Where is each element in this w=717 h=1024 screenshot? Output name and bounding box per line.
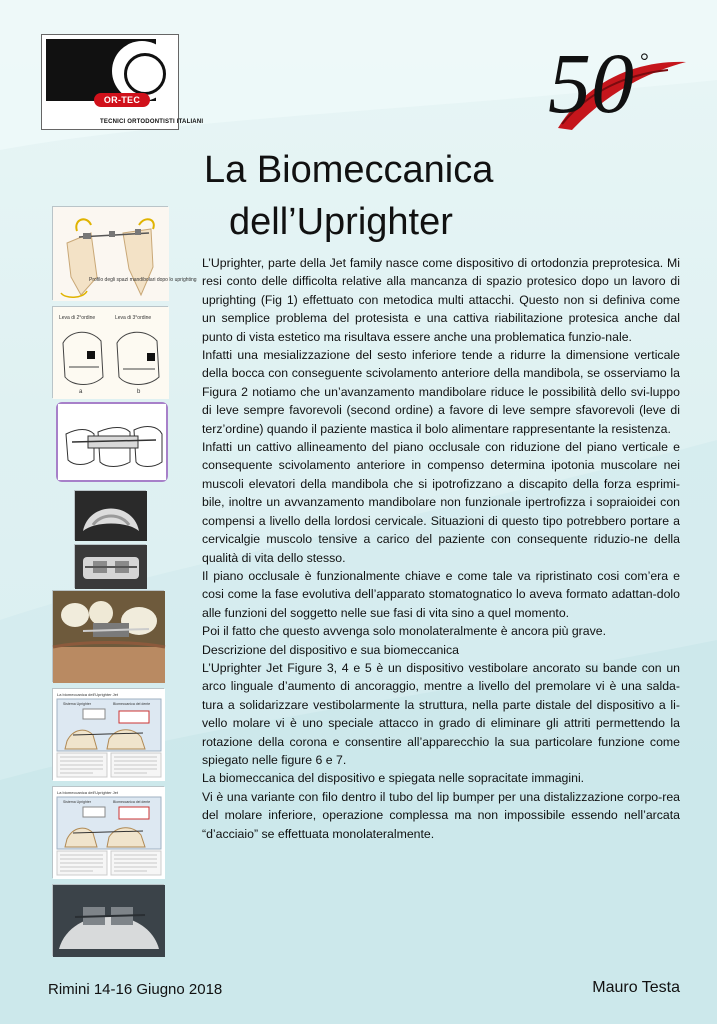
figure-7-col-a: Sistema Uprighter xyxy=(63,800,92,804)
figure-5-model-photo xyxy=(52,590,164,682)
figure-2-caption-a: Leva di 2°ordine xyxy=(59,315,96,321)
figure-1-uprighting xyxy=(52,206,197,300)
logo-subtitle: TECNICI ORTODONTISTI ITALIANI xyxy=(100,119,204,125)
section-heading: Descrizione del dispositivo e sua biomeccanica xyxy=(202,642,459,657)
paragraph: L’Uprighter, parte della Jet family nasce come dispositivo di ortodonzia preprotesica. Mi resi conto delle difficolta relative alla mancanza di spazio protesico dopo un lavoro di uprighting (Fig 1) effettuato con metodica multi attacchi. Questo non si definiva come un semplice problema del protesista e una cattiva riabilitazione protesica anche dal punto di vista estetico ma risultava essere anche una problematica funzio-nale. xyxy=(202,256,680,344)
author-name: Mauro Testa xyxy=(592,979,680,996)
logo-circle-ring xyxy=(124,53,166,95)
figure-6-col-b: Biomeccanica del dente xyxy=(113,702,151,706)
paragraph: La biomeccanica del dispositivo e spiegata nelle sopracitate immagini. xyxy=(202,771,585,786)
paragraph: Vi è una variante con filo dentro il tubo del lip bumper per una distalizzazione corpo-rea del molare inferiore, operazione complessa ma non impossibile essendo nell’arcata “d’acciaio” se effettuata monolateralmente. xyxy=(202,789,680,841)
anniversary-degree: ° xyxy=(640,48,649,73)
figure-2-label-b: b xyxy=(137,389,141,395)
paragraph: Poi il fatto che questo avvenga solo monolateralmente è ancora più grave. xyxy=(202,624,606,639)
title-line-2: dell’Uprighter xyxy=(229,201,453,243)
figure-7-header: La biomeccanica dell'Uprighter Jet xyxy=(57,790,119,795)
figure-7-biomechanics-chart xyxy=(52,786,164,878)
event-date-location: Rimini 14-16 Giugno 2018 xyxy=(48,981,223,998)
figure-2-caption-b: Leva di 3°ordine xyxy=(115,315,152,321)
ortec-logo xyxy=(41,34,204,130)
figure-6-col-a: Sistema Uprighter xyxy=(63,702,92,706)
figure-8-model-photo xyxy=(52,884,164,956)
anniversary-number: 50 xyxy=(548,35,634,131)
anniversary-emblem xyxy=(518,20,690,140)
logo-brand: OR-TEC xyxy=(94,93,150,107)
figure-1-caption: Profilo degli spazi mandibolari dopo lo uprighting xyxy=(89,277,197,283)
figure-6-header: La biomeccanica dell'Uprighter Jet xyxy=(57,692,119,697)
article-body xyxy=(202,254,680,843)
figure-6-biomechanics-chart xyxy=(52,688,164,780)
page-title xyxy=(200,144,560,248)
paragraph: Infatti un cattivo allineamento del piano occlusale con riduzione del piano verticale e consequente scivolamento anteriore in compenso determina ipotonia muscolare nei muscoli elevatori della mandibola che si ipotrofizzano a discapito della forza esprimi-bile, inoltre un avvanzamento mandibolare non funzionale ipertrofizza i sopraioidei con compensi a livello della lordosi cervicale. Situazioni di questo tipo potrebbero portare a cervicalgie muscolo tensive a carico del paziente con consequente riduzio-ne della qualità di vita dello stesso. xyxy=(202,440,680,565)
paragraph: Il piano occlusale è funzionalmente chiave e come tale va ripristinato cosi com’era e cosi come la fase evolutiva dell’apparato stomatognatico lo aveva formato adattan-dolo alle funzioni del soggetto nelle sue fasi di vita sino a quel momento. xyxy=(202,568,680,620)
figure-4a-photo xyxy=(74,490,146,540)
title-line-1: La Biomeccanica xyxy=(204,149,494,191)
figure-3-device-drawing xyxy=(56,402,168,482)
figure-7-col-b: Biomeccanica del dente xyxy=(113,800,151,804)
paragraph: Infatti una mesializzazione del sesto inferiore tende a ridurre la dimensione verticale della bocca con conseguente scivolamento anteriore della mandibola, se osserviamo la Figura 2 notiamo che un’avanzamento mandibolare riduce le possibilità dello svi-luppo di leve sempre favorevoli (second ordine) a favore di leve sempre sfavorevoli (leve di terz’ordine) quando il paziente mastica il bolo alimentare rappresentante la resistenza. xyxy=(202,348,680,436)
figure-2-label-a: a xyxy=(79,389,83,395)
figure-2-levers xyxy=(52,306,168,398)
figure-4b-photo xyxy=(74,544,146,588)
paragraph: L’Uprighter Jet Figure 3, 4 e 5 è un dispositivo vestibolare ancorato su bande con un arco linguale d’aumento di ancoraggio, mentre a livello del premolare vi è una salda-tura a solidarizzare vestibolarmente la struttura, nella parte distale del dispositivo a li-vello molare vi è uno speciale attacco in grado di eliminare gli attriti permettendo la rotazione della corona e consentire all’apparecchio la sua particolare funzione come spiegato nelle figure 6 e 7. xyxy=(202,660,680,767)
